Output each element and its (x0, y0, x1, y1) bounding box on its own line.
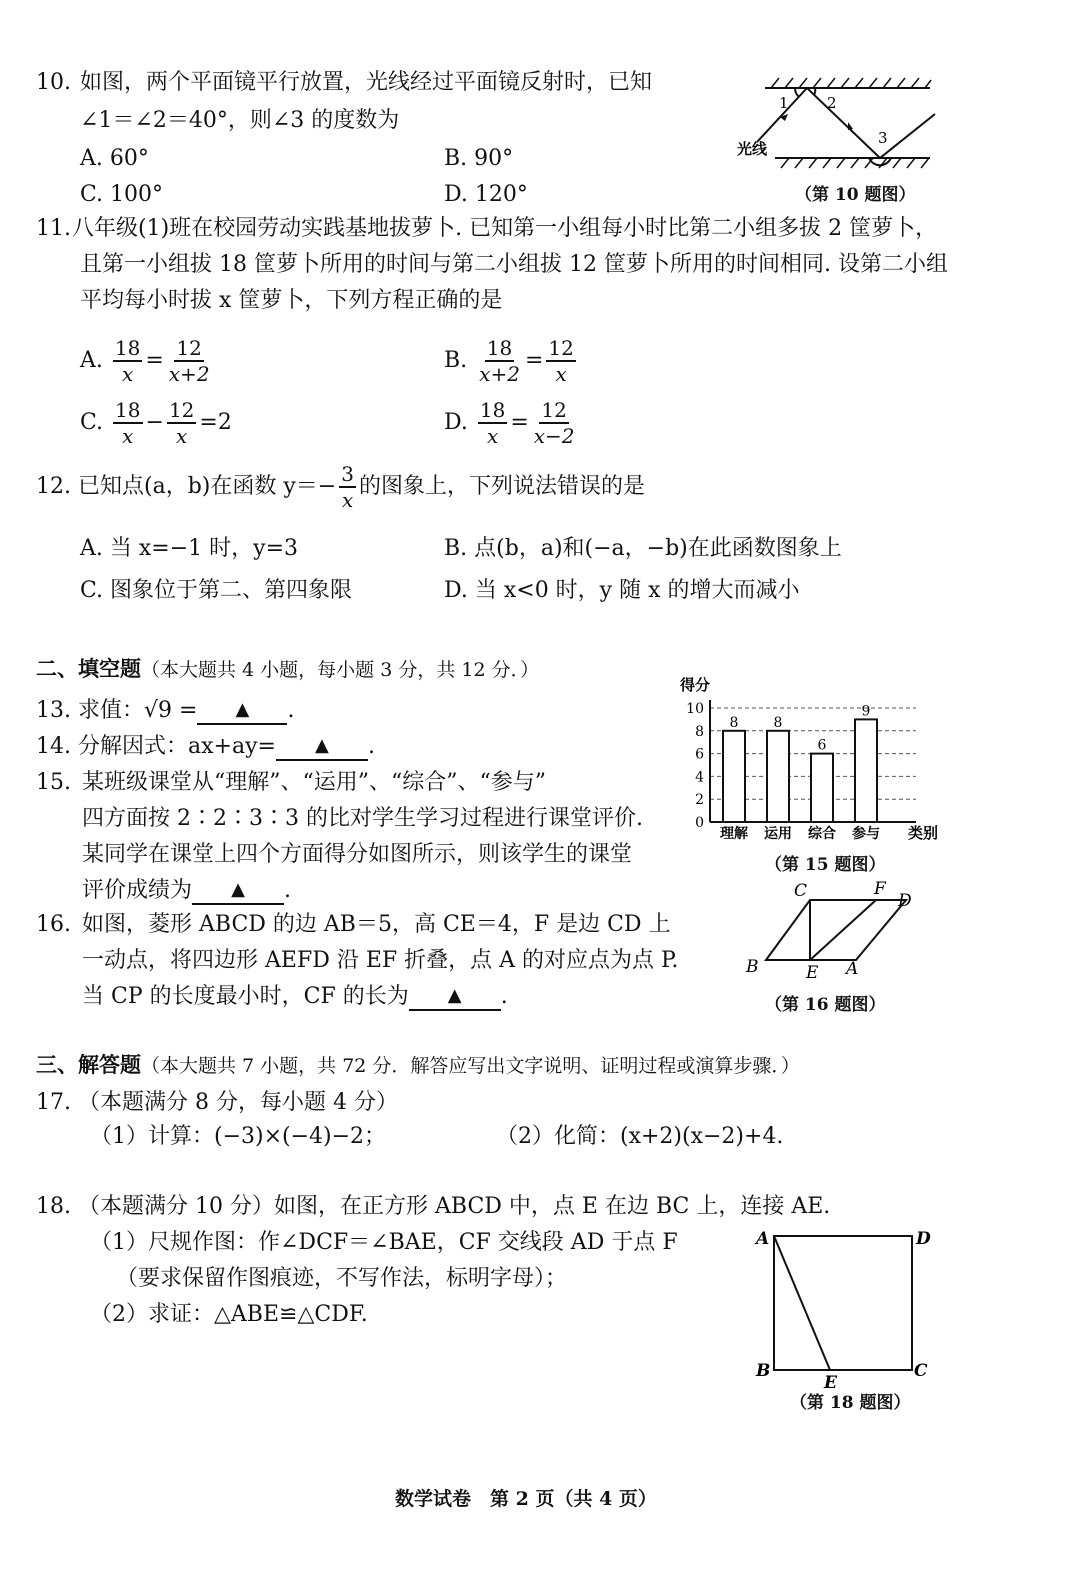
q18-part1-note: （要求保留作图痕迹，不写作法，标明字母）； (116, 1266, 568, 1291)
q15-line4: 评价成绩为 ▲ . (82, 878, 292, 903)
q12-number: 12. (36, 474, 71, 499)
q18-caption: （第 18 题图） (790, 1393, 911, 1413)
vertex-a: A (846, 959, 859, 978)
q18-part1: （1）尺规作图：作∠DCF＝∠BAE，CF 交线段 AD 于点 F (90, 1230, 678, 1255)
q11-line2: 且第一小组拔 18 筐萝卜所用的时间与第二小组拔 12 筐萝卜所用的时间相同. 设第二小组 (80, 252, 948, 277)
q10-caption: （第 10 题图） (795, 185, 916, 205)
q15-line2: 四方面按 2∶2∶3∶3 的比对学生学习过程进行课堂评价. (82, 806, 643, 831)
q16-line1: 如图，菱形 ABCD 的边 AB＝5，高 CE＝4，F 是边 CD 上 (82, 912, 671, 937)
q15-bar-chart (676, 672, 946, 844)
q13: 13. 求值：√9 = ▲ . (36, 698, 295, 723)
y-tick-label: 6 (695, 746, 704, 763)
q11-option-a: A. $\frac{18}{x}$ = $\frac{12}{x+2}$ (80, 336, 210, 386)
q17-part1: （1）计算：(−3)×(−4)−2； (90, 1124, 387, 1149)
q18-part2: （2）求证：△ABE≌△CDF. (90, 1302, 368, 1327)
section-3-heading: 三、解答题（本大题共 7 小题，共 72 分．解答应写出文字说明、证明过程或演算步骤．） (36, 1052, 800, 1077)
ray-arrow-2 (848, 122, 853, 130)
bar (723, 731, 745, 822)
vertex-a: A (756, 1229, 770, 1249)
bar-value-label: 9 (861, 703, 871, 720)
section-2-heading: 二、填空题（本大题共 4 小题，每小题 3 分，共 12 分．） (36, 656, 540, 681)
angle-3-label: 3 (878, 129, 888, 147)
q12-option-a: A. 当 x=−1 时，y=3 (80, 536, 299, 561)
category-label: 运用 (764, 826, 792, 842)
light-label: 光线 (737, 140, 768, 158)
q11-option-c: C. $\frac{18}{x}$ − $\frac{12}{x}$ =2 (80, 398, 232, 448)
segment-ae (774, 1236, 830, 1370)
q12-option-b: B. 点(b，a)和(−a，−b)在此函数图象上 (444, 536, 842, 561)
angle-1-arc (795, 88, 799, 97)
q10-option-a: A. 60° (80, 146, 149, 171)
angle-1-label: 1 (779, 94, 789, 112)
category-label: 参与 (852, 826, 880, 842)
vertex-d: D (898, 891, 912, 911)
q16-caption: （第 16 题图） (765, 995, 886, 1015)
q11-line3: 平均每小时拔 x 筐萝卜，下列方程正确的是 (80, 288, 503, 313)
q15-line3: 某同学在课堂上四个方面得分如图所示，则该学生的课堂 (82, 842, 633, 867)
q18-square-figure (748, 1222, 948, 1390)
y-tick-label: 0 (695, 815, 704, 831)
q10-option-d: D. 120° (444, 182, 528, 207)
angle-2-arc (814, 88, 815, 95)
bar (811, 754, 833, 822)
y-tick-label: 8 (695, 723, 704, 740)
q10-option-c: C. 100° (80, 182, 164, 207)
q14-answer-blank: ▲ (276, 732, 368, 761)
q16-line3: 当 CP 的长度最小时，CF 的长为 ▲ . (82, 984, 508, 1009)
vertex-b: B (756, 1361, 771, 1381)
point-f: F (874, 879, 886, 899)
vertex-d: D (916, 1229, 931, 1249)
q10-option-b: B. 90° (444, 146, 514, 171)
fold-line-ef (810, 900, 876, 960)
q14: 14. 分解因式：ax+ay= ▲ . (36, 734, 375, 759)
chart-ylabel: 得分 (680, 676, 711, 694)
rhombus-abcd (766, 900, 906, 960)
y-tick-label: 4 (695, 769, 704, 786)
q16-rhombus-figure (738, 878, 928, 978)
q16-number: 16. (36, 912, 71, 937)
y-tick-label: 10 (686, 701, 704, 717)
bar-value-label: 8 (729, 714, 739, 731)
q17-head: 17. （本题满分 8 分，每小题 4 分） (36, 1090, 398, 1115)
page-footer: 数学试卷 第 2 页（共 4 页） (395, 1488, 657, 1510)
y-tick-label: 2 (695, 792, 704, 809)
q10-number: 10. (36, 70, 71, 95)
vertex-c: C (914, 1361, 928, 1381)
vertex-b: B (746, 957, 759, 977)
q10-line2: ∠1＝∠2＝40°，则∠3 的度数为 (80, 108, 400, 133)
vertex-c: C (794, 881, 808, 901)
q11-number: 11. (36, 216, 71, 241)
q16-line2: 一动点，将四边形 AEFD 沿 EF 折叠，点 A 的对应点为点 P. (82, 948, 679, 973)
q10-line1: 如图，两个平面镜平行放置，光线经过平面镜反射时，已知 (80, 70, 653, 95)
square-abcd (774, 1236, 912, 1370)
q15-number: 15. (36, 770, 71, 795)
q13-answer-blank: ▲ (197, 696, 287, 725)
bar-value-label: 6 (817, 737, 827, 754)
q12-option-d: D. 当 x<0 时，y 随 x 的增大而减小 (444, 578, 800, 603)
q17-part2: （2）化简：(x+2)(x−2)+4. (496, 1124, 784, 1149)
point-e: E (824, 1373, 837, 1390)
q18-head: 18. （本题满分 10 分）如图，在正方形 ABCD 中，点 E 在边 BC 上，连接 AE. (36, 1194, 831, 1219)
category-label: 综合 (808, 826, 836, 842)
q12-stem: 12. 已知点(a，b)在函数 y＝− $\frac{3}{x}$ 的图象上，下列说法错误的是 (36, 462, 645, 512)
angle-2-label: 2 (827, 94, 837, 112)
point-e: E (806, 963, 819, 978)
q15-answer-blank: ▲ (192, 876, 284, 905)
q16-answer-blank: ▲ (409, 982, 501, 1011)
q11-option-d: D. $\frac{18}{x}$ = $\frac{12}{x-2}$ (444, 398, 575, 448)
chart-xlabel: 类别 (908, 824, 939, 842)
q11-line1: 八年级(1)班在校园劳动实践基地拔萝卜. 已知第一小组每小时比第二小组多拔 2 筐萝卜， (72, 216, 938, 241)
bar-value-label: 8 (773, 714, 783, 731)
q15-caption: （第 15 题图） (765, 855, 886, 875)
q15-line1: 某班级课堂从“理解”、“运用”、“综合”、“参与” (82, 770, 546, 795)
q12-option-c: C. 图象位于第二、第四象限 (80, 578, 353, 603)
q10-mirror-figure (735, 72, 945, 182)
q11-option-b: B. $\frac{18}{x+2}$ = $\frac{12}{x}$ (444, 336, 574, 386)
bar (855, 719, 877, 822)
lower-mirror-hatching (781, 158, 929, 168)
category-label: 理解 (720, 826, 748, 842)
upper-mirror-hatching (771, 78, 931, 88)
bar (767, 731, 789, 822)
